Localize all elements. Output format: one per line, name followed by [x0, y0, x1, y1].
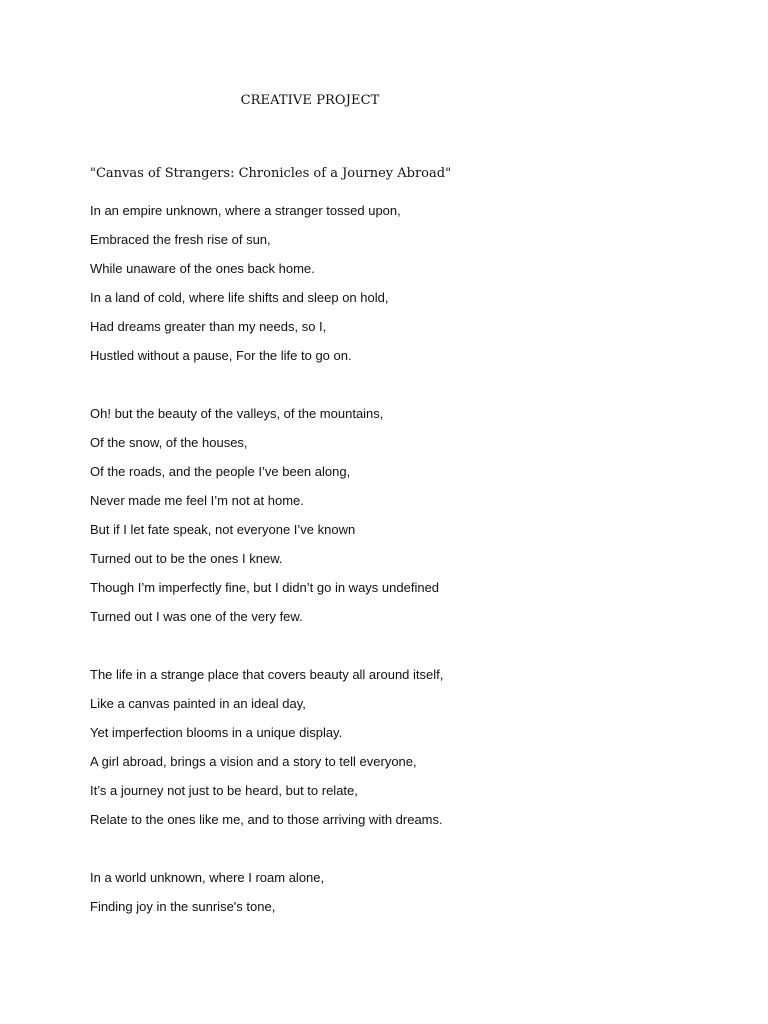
poem-line: Had dreams greater than my needs, so I,	[90, 319, 327, 334]
poem-line: A girl abroad, brings a vision and a story to tell everyone,	[90, 754, 417, 769]
poem-line: The life in a strange place that covers beauty all around itself,	[90, 667, 444, 682]
poem-line: Relate to the ones like me, and to those arriving with dreams.	[90, 812, 443, 827]
stanza-1	[90, 201, 710, 375]
poem-line: Oh! but the beauty of the valleys, of the mountains,	[90, 406, 384, 421]
poem-line: Embraced the fresh rise of sun,	[90, 232, 271, 247]
poem-line: Never made me feel I’m not at home.	[90, 493, 304, 508]
poem-line: Like a canvas painted in an ideal day,	[90, 696, 306, 711]
poem-line: Of the snow, of the houses,	[90, 435, 248, 450]
poem-line: Though I’m imperfectly fine, but I didn’t go in ways undefined	[90, 580, 440, 595]
document-heading: CREATIVE PROJECT	[240, 93, 380, 108]
poem-line: In a land of cold, where life shifts and sleep on hold,	[90, 290, 389, 305]
poem-body	[90, 201, 710, 955]
poem-line: Turned out I was one of the very few.	[90, 609, 303, 624]
poem-line: Hustled without a pause, For the life to go on.	[90, 348, 352, 363]
poem-line: In a world unknown, where I roam alone,	[90, 870, 325, 885]
poem-line: In an empire unknown, where a stranger tossed upon,	[90, 203, 401, 218]
stanza-2	[90, 404, 710, 636]
poem-line: Of the roads, and the people I’ve been along,	[90, 464, 351, 479]
stanza-4	[90, 868, 710, 926]
poem-line: Yet imperfection blooms in a unique display.	[90, 725, 343, 740]
poem-line: Turned out to be the ones I knew.	[90, 551, 283, 566]
poem-line: But if I let fate speak, not everyone I’ve known	[90, 522, 356, 537]
poem-title: "Canvas of Strangers: Chronicles of a Journey Abroad"	[90, 166, 452, 181]
poem-line: It’s a journey not just to be heard, but to relate,	[90, 783, 358, 798]
stanza-3	[90, 665, 710, 839]
poem-line: While unaware of the ones back home.	[90, 261, 315, 276]
poem-line: Finding joy in the sunrise's tone,	[90, 899, 276, 914]
